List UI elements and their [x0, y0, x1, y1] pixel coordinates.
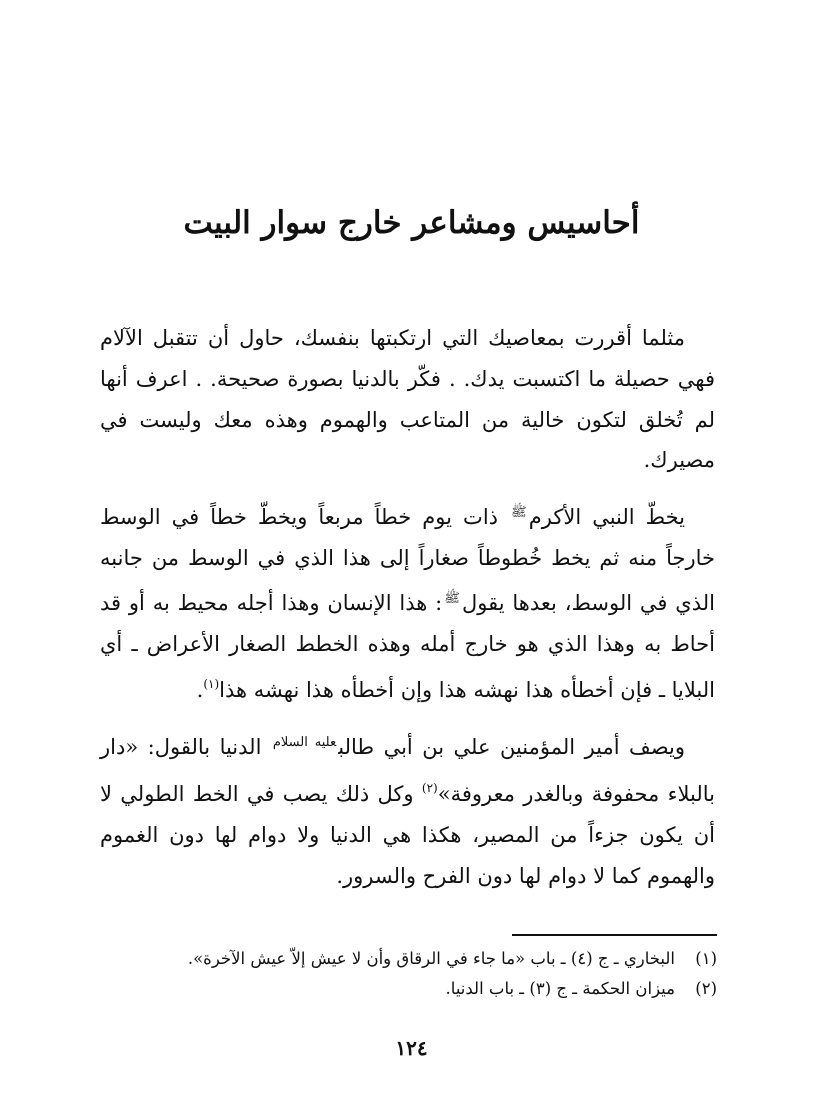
footnote-number: (١): [695, 949, 717, 968]
footnote-ref-1: (١): [203, 677, 220, 692]
footnotes: [100, 944, 717, 1004]
paragraph-2-text-c: : هذا الإنسان وهذا أجله محيط به أو قد أحاط به وهذا الذي هو خارج أمله وهذه الخطط الصغار الأعراض ـ أي البلايا ـ فإن أخطأه هذا نهشه هذا وإن أخطأه هذا نهشه هذا: [100, 590, 715, 703]
chapter-title: أحاسيس ومشاعر خارج سوار البيت: [183, 205, 640, 241]
paragraph-1-text: مثلما أقررت بمعاصيك التي ارتكبتها بنفسك، حاول أن تتقبل الآلام فهي حصيلة ما اكتسبت يدك. . فكّر بالدنيا بصورة صحيحة. . اعرف أنها لم تُخلق لتكون خالية من المتاعب والهموم وهذه معك وليست في مصيرك.: [100, 326, 715, 473]
paragraph-3: [100, 723, 715, 896]
footnote-divider: [512, 934, 717, 936]
paragraph-2-text-a: يخطّ النبي الأكرم: [528, 505, 685, 530]
paragraph-3-text-b: الدنيا بالقول: «دار بالبلاء محفوفة وبالغدر معروفة»: [100, 735, 715, 806]
footnote-ref-2: (٢): [421, 780, 438, 795]
footnote-2: [100, 974, 717, 1004]
page-number: ١٢٤: [395, 1036, 428, 1060]
body-text: [100, 318, 715, 908]
footnote-1: [100, 944, 717, 974]
footnote-number: (٢): [695, 979, 717, 998]
salawat-glyph: ﷺ: [511, 505, 527, 521]
salawat-glyph: ﷺ: [444, 590, 460, 606]
paragraph-2: [100, 493, 715, 711]
footnote-text: ميزان الحكمة ـ ج (٣) ـ باب الدنيا.: [445, 979, 675, 998]
paragraph-2-text-end: .: [196, 678, 204, 703]
paragraph-3-text-a: ويصف أمير المؤمنين علي بن أبي طالب: [338, 735, 685, 760]
paragraph-2-text-b: ذات يوم خطاً مربعاً ويخطّ خطاً في الوسط خارجاً منه ثم يخط خُطوطاً صغاراً إلى هذا الذي في الوسط من جانبه الذي في الوسط، بعدها يقول: [100, 505, 715, 615]
paragraph-1: [100, 318, 715, 481]
paragraph-3-text-c: وكل ذلك يصب في الخط الطولي لا أن يكون جزءاً من المصير، هكذا هي الدنيا ولا دوام لها دون الغموم والهموم كما لا دوام لها دون الفرح والسرور.: [100, 781, 715, 888]
footnote-text: البخاري ـ ج (٤) ـ باب «ما جاء في الرقاق وأن لا عيش إلاّ عيش الآخرة».: [187, 949, 675, 968]
alayhi-salam-glyph: عليه السلام: [272, 735, 337, 751]
